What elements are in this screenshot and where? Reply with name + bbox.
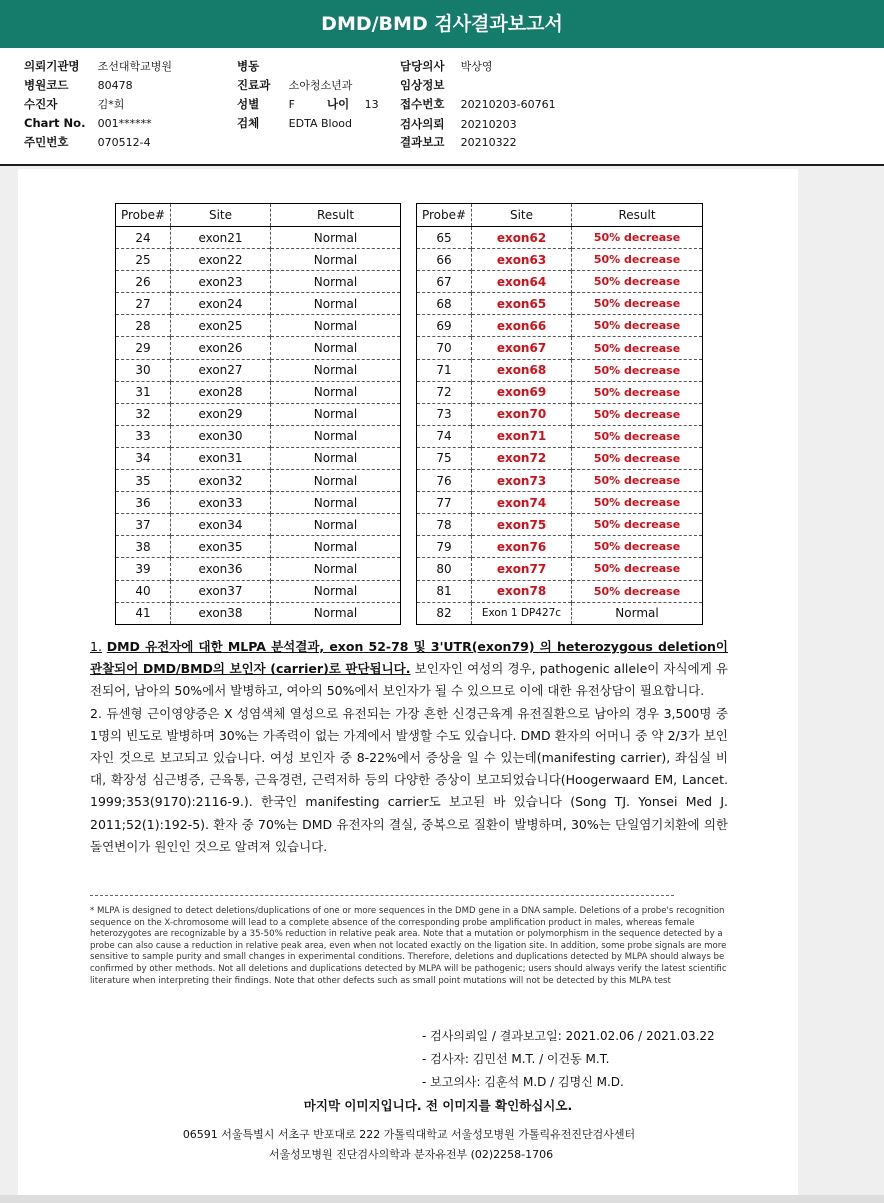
table-row — [116, 271, 401, 293]
table-row — [116, 470, 401, 492]
table-row — [116, 403, 401, 425]
header-site: Site — [171, 204, 271, 227]
table-row — [116, 558, 401, 580]
cell-probe: 30 — [116, 359, 171, 381]
report-paragraph-2: 2. 듀센형 근이영양증은 X 성염색체 열성으로 유전되는 가장 흔한 신경근육계 유전질환으로 남아의 경우 3,500명 중 1명의 빈도로 발병하며 30%는 가족력이 없는 가계에서 발생할 수도 있습니다. DMD 환자의 어머니 중 약 2/3가 보인자인 것으로 보고되고 있습니다. 여성 보인자 중 8-22%에서 증상을 일 수 있는데(manifesting carrier), 좌심실 비대, 확장성 심근병증, 근육통, 근육경련, 근력저하 등의 다양한 증상이 보고되었습니다(Hoogerwaard EM, Lancet. 1999;353(9170):2116-9.). 한국인 manifesting carrier도 보고된 바 있습니다 (Song TJ. Yonsei Med J. 2011;52(1):192-5). 환자 중 70%는 DMD 유전자의 결실, 중복으로 질환이 발병하며, 30%는 단일염기치환에 의한 돌연변이가 원인인 것으로 알려져 있습니다. — [90, 705, 728, 854]
table-row — [417, 293, 703, 315]
cell-probe: 82 — [417, 602, 472, 624]
cell-site: Exon 1 DP427c — [472, 602, 572, 624]
cell-site: exon75 — [472, 514, 572, 536]
info-value: 박상영 — [460, 60, 493, 73]
table-header-row — [417, 204, 703, 227]
cell-site: exon24 — [171, 293, 271, 315]
cell-probe: 31 — [116, 381, 171, 403]
cell-probe: 68 — [417, 293, 472, 315]
info-label: 의뢰기관명 — [24, 59, 80, 73]
table-row — [116, 602, 401, 624]
info-value: 김*희 — [97, 98, 125, 111]
cell-probe: 67 — [417, 271, 472, 293]
info-department — [237, 77, 352, 93]
table-header-row — [116, 204, 401, 227]
info-label: 담당의사 — [400, 59, 445, 73]
cell-probe: 80 — [417, 558, 472, 580]
header-result: Result — [271, 204, 401, 227]
cell-result: 50% decrease — [572, 293, 703, 315]
report-text — [90, 636, 728, 858]
last-page-notice: 마지막 이미지입니다. 전 이미지를 확인하십시오. — [303, 1098, 573, 1113]
cell-site: exon70 — [472, 403, 572, 425]
cell-result: Normal — [271, 447, 401, 469]
table-row — [116, 536, 401, 558]
header-site: Site — [472, 204, 572, 227]
probe-table-right — [416, 203, 703, 625]
cell-site: exon67 — [472, 337, 572, 359]
cell-site: exon71 — [472, 425, 572, 447]
table-row — [417, 580, 703, 602]
table-row — [417, 315, 703, 337]
page-bottom — [0, 1195, 884, 1203]
cell-probe: 35 — [116, 470, 171, 492]
table-row — [417, 602, 703, 624]
probe-table-left — [115, 203, 401, 625]
cell-result: 50% decrease — [572, 580, 703, 602]
info-label: 나이 — [327, 97, 350, 111]
cell-probe: 40 — [116, 580, 171, 602]
header-probe: Probe# — [417, 204, 472, 227]
info-label: 성별 — [237, 97, 260, 111]
cell-site: exon73 — [472, 470, 572, 492]
info-value: 13 — [364, 98, 379, 111]
cell-probe: 74 — [417, 425, 472, 447]
tester-line: - 검사자: 김민선 M.T. / 이건동 M.T. — [422, 1052, 610, 1066]
table-row — [417, 492, 703, 514]
info-label: Chart No. — [24, 116, 86, 130]
cell-probe: 39 — [116, 558, 171, 580]
p1-number: 1. — [90, 639, 102, 654]
cell-probe: 75 — [417, 447, 472, 469]
info-specimen — [237, 115, 352, 131]
cell-probe: 37 — [116, 514, 171, 536]
cell-result: 50% decrease — [572, 359, 703, 381]
cell-site: exon78 — [472, 580, 572, 602]
table-row — [417, 381, 703, 403]
info-institution — [24, 58, 172, 74]
cell-result: Normal — [271, 492, 401, 514]
cell-site: exon33 — [171, 492, 271, 514]
cell-result: Normal — [271, 271, 401, 293]
cell-result: Normal — [271, 249, 401, 271]
table-row — [116, 359, 401, 381]
cell-result: Normal — [271, 381, 401, 403]
cell-site: exon21 — [171, 227, 271, 249]
info-sex — [237, 96, 295, 112]
cell-site: exon76 — [472, 536, 572, 558]
table-row — [116, 249, 401, 271]
cell-result: Normal — [271, 558, 401, 580]
cell-site: exon32 — [171, 470, 271, 492]
info-label: 수진자 — [24, 97, 58, 111]
info-label: 임상정보 — [400, 78, 445, 92]
mlpa-footnote: * MLPA is designed to detect deletions/duplications of one or more sequences in the DMD gene in a DNA sample. Deletions of a probe's recognition sequence on the X-chromosome will lead to a complete absence of the corresponding probe amplification product in males, whereas female heterozygotes are recognizable by a 35-50% reduction in relative peak area. Note that a mutation or polymorphism in the sequence detected by a probe can also cause a reduction in relative peak area, even when not located exactly on the ligation site. In addition, some probe signals are more sensitive to sample purity and small changes in experimental conditions. Therefore, deletions and duplications detected by MLPA should always be confirmed by other methods. Not all deletions and duplications detected by MLPA will be pathogenic; users should always verify the latest scientific literature when interpreting their findings. Note that other defects such as small point mutations will not be detected by this MLPA test — [90, 906, 727, 986]
info-label: 접수번호 — [400, 97, 445, 111]
cell-result: Normal — [271, 359, 401, 381]
cell-probe: 28 — [116, 315, 171, 337]
table-row — [116, 514, 401, 536]
cell-result: Normal — [271, 293, 401, 315]
table-row — [116, 227, 401, 249]
cell-probe: 41 — [116, 602, 171, 624]
cell-probe: 65 — [417, 227, 472, 249]
cell-result: 50% decrease — [572, 514, 703, 536]
report-paragraph-1 — [90, 636, 728, 703]
info-patient-name — [24, 96, 124, 112]
table-row — [417, 447, 703, 469]
header-result: Result — [572, 204, 703, 227]
table-row — [417, 359, 703, 381]
cell-probe: 27 — [116, 293, 171, 315]
cell-probe: 73 — [417, 403, 472, 425]
info-value: 20210322 — [460, 136, 517, 149]
info-value: 20210203-60761 — [460, 98, 556, 111]
cell-site: exon74 — [472, 492, 572, 514]
info-label: 병동 — [237, 59, 260, 73]
cell-site: exon35 — [171, 536, 271, 558]
p1-text: 보인자인 여성의 경우, pathogenic allele이 자식에게 유전되어, 남아의 50%에서 발병하고, 여아의 50%에서 보인자가 될 수 있으므로 이에 대한 유전상담이 필요합니다. — [90, 661, 728, 699]
info-label: 검사의뢰 — [400, 117, 445, 131]
table-row — [417, 558, 703, 580]
cell-result: 50% decrease — [572, 403, 703, 425]
cell-result: Normal — [572, 602, 703, 624]
cell-probe: 77 — [417, 492, 472, 514]
cell-site: exon65 — [472, 293, 572, 315]
report-title: DMD/BMD 검사결과보고서 — [0, 0, 884, 48]
table-row — [417, 337, 703, 359]
info-chart-no — [24, 116, 152, 130]
cell-site: exon63 — [472, 249, 572, 271]
cell-site: exon23 — [171, 271, 271, 293]
info-value: EDTA Blood — [288, 117, 353, 130]
cell-probe: 79 — [417, 536, 472, 558]
date-line: - 검사의뢰일 / 결과보고일: 2021.02.06 / 2021.03.22 — [422, 1029, 715, 1043]
cell-site: exon36 — [171, 558, 271, 580]
cell-site: exon38 — [171, 602, 271, 624]
cell-probe: 71 — [417, 359, 472, 381]
cell-probe: 32 — [116, 403, 171, 425]
cell-probe: 34 — [116, 447, 171, 469]
table-row — [417, 403, 703, 425]
cell-site: exon37 — [171, 580, 271, 602]
info-accession-no — [400, 96, 556, 112]
cell-result: 50% decrease — [572, 315, 703, 337]
info-value: 001****** — [97, 117, 152, 130]
cell-site: exon30 — [171, 425, 271, 447]
p1-conclusion: DMD 유전자에 대한 MLPA 분석결과, exon 52-78 및 3'UTR(exon79) 의 heterozygous deletion이 관찰되어 DMD/BMD의 보인자 (carrier)로 판단됩니다. — [90, 639, 728, 677]
info-age — [327, 96, 379, 112]
cell-result: Normal — [271, 580, 401, 602]
table-row — [116, 447, 401, 469]
cell-site: exon64 — [472, 271, 572, 293]
cell-result: Normal — [271, 337, 401, 359]
info-value: 조선대학교병원 — [97, 60, 173, 73]
table-row — [417, 249, 703, 271]
cell-site: exon26 — [171, 337, 271, 359]
info-label: 진료과 — [237, 78, 271, 92]
cell-result: 50% decrease — [572, 447, 703, 469]
cell-result: 50% decrease — [593, 231, 681, 245]
info-label: 병원코드 — [24, 78, 69, 92]
cell-site: exon72 — [472, 447, 572, 469]
cell-site: exon25 — [171, 315, 271, 337]
info-request-date — [400, 116, 517, 132]
cell-probe: 38 — [116, 536, 171, 558]
cell-site: exon62 — [472, 227, 572, 249]
info-value: F — [288, 98, 295, 111]
table-row — [116, 315, 401, 337]
table-row — [116, 337, 401, 359]
cell-site: exon68 — [472, 359, 572, 381]
table-row — [417, 470, 703, 492]
cell-result: Normal — [271, 536, 401, 558]
cell-result: 50% decrease — [572, 337, 703, 359]
cell-result: 50% decrease — [572, 271, 703, 293]
address-line-1: 06591 서울특별시 서초구 반포대로 222 가톨릭대학교 서울성모병원 가톨릭유전진단검사센터 — [182, 1128, 636, 1141]
table-row — [116, 425, 401, 447]
info-label: 결과보고 — [400, 135, 445, 149]
info-hospital-code — [24, 77, 133, 93]
table-row — [116, 293, 401, 315]
cell-result: Normal — [271, 602, 401, 624]
cell-site: exon29 — [171, 403, 271, 425]
cell-result: Normal — [271, 470, 401, 492]
info-clinical — [400, 77, 457, 93]
cell-result: 50% decrease — [572, 381, 703, 403]
cell-probe: 26 — [116, 271, 171, 293]
address-line-2: 서울성모병원 진단검사의학과 분자유전부 (02)2258-1706 — [268, 1148, 554, 1161]
cell-probe: 76 — [417, 470, 472, 492]
cell-site: exon28 — [171, 381, 271, 403]
cell-probe: 70 — [417, 337, 472, 359]
cell-probe: 25 — [116, 249, 171, 271]
table-row — [116, 492, 401, 514]
table-row — [116, 580, 401, 602]
cell-result: Normal — [271, 425, 401, 447]
cell-probe: 24 — [116, 227, 171, 249]
cell-result: 50% decrease — [572, 425, 703, 447]
cell-result: Normal — [271, 403, 401, 425]
table-row — [417, 536, 703, 558]
info-doctor — [400, 58, 493, 74]
cell-probe: 66 — [417, 249, 472, 271]
cell-site: exon27 — [171, 359, 271, 381]
cell-probe: 81 — [417, 580, 472, 602]
info-label: 검체 — [237, 116, 260, 130]
cell-result: 50% decrease — [572, 536, 703, 558]
info-value: 20210203 — [460, 118, 517, 131]
cell-result: 50% decrease — [572, 558, 703, 580]
table-row — [417, 271, 703, 293]
cell-site: exon69 — [472, 381, 572, 403]
table-row — [116, 381, 401, 403]
cell-probe: 78 — [417, 514, 472, 536]
table-row — [417, 227, 703, 249]
cell-result: 50% decrease — [572, 249, 703, 271]
info-label: 주민번호 — [24, 135, 69, 149]
info-value: 80478 — [97, 79, 133, 92]
cell-probe: 72 — [417, 381, 472, 403]
cell-result: Normal — [271, 514, 401, 536]
cell-site: exon34 — [171, 514, 271, 536]
info-value: 소아청소년과 — [288, 79, 353, 92]
cell-probe: 29 — [116, 337, 171, 359]
cell-result: 50% decrease — [572, 470, 703, 492]
cell-site: exon77 — [472, 558, 572, 580]
info-report-date — [400, 134, 517, 150]
patient-info-panel — [0, 48, 884, 166]
cell-probe: 36 — [116, 492, 171, 514]
info-resident-no — [24, 134, 151, 150]
cell-probe: 33 — [116, 425, 171, 447]
cell-result: Normal — [313, 230, 358, 245]
cell-site: exon66 — [472, 315, 572, 337]
cell-site: exon31 — [171, 447, 271, 469]
cell-probe: 69 — [417, 315, 472, 337]
reporter-line: - 보고의사: 김훈석 M.D / 김명신 M.D. — [422, 1075, 624, 1089]
header-probe: Probe# — [116, 204, 171, 227]
cell-result: 50% decrease — [572, 492, 703, 514]
cell-site: exon22 — [171, 249, 271, 271]
cell-result: Normal — [271, 315, 401, 337]
info-value: 070512-4 — [97, 136, 151, 149]
info-ward — [237, 58, 285, 74]
table-row — [417, 425, 703, 447]
table-row — [417, 514, 703, 536]
divider — [90, 895, 674, 896]
